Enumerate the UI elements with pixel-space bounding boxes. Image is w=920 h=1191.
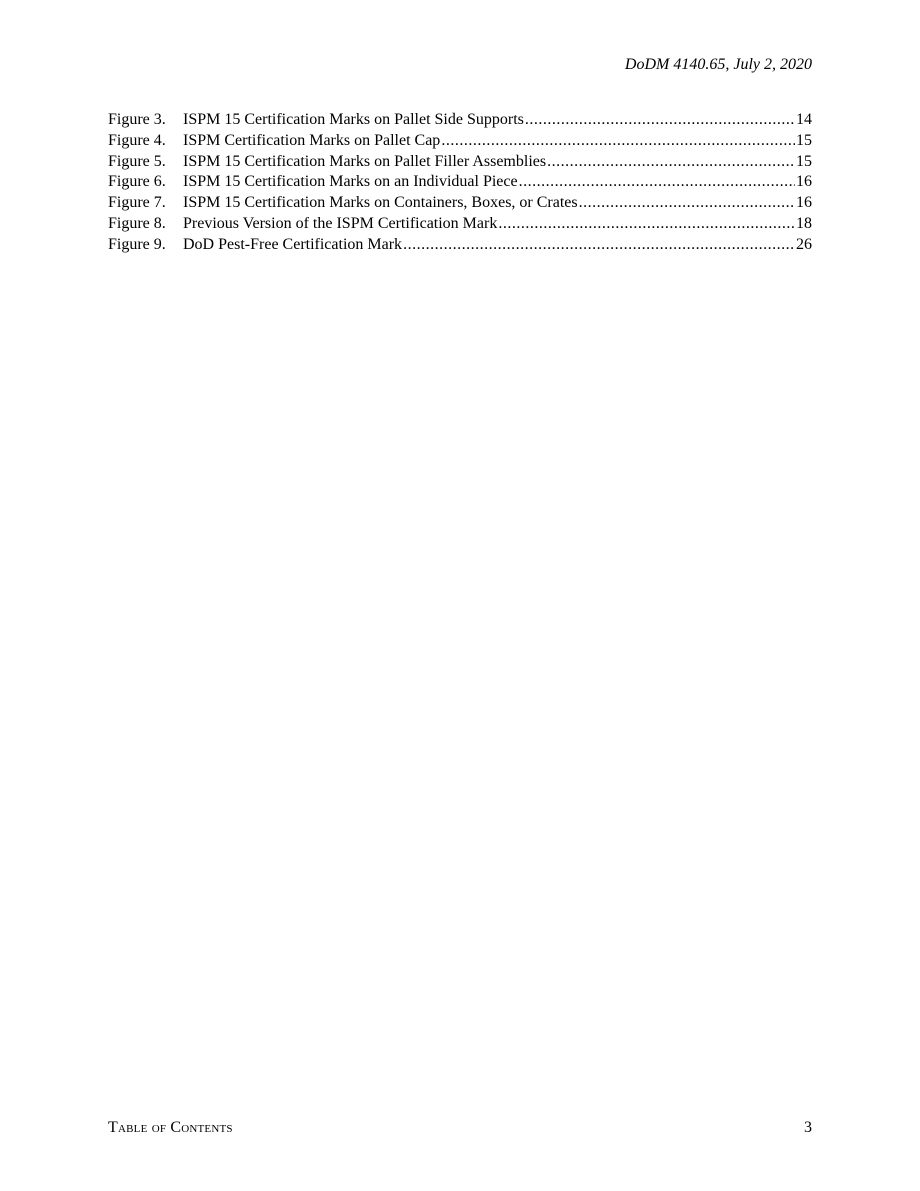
dot-leader bbox=[441, 131, 795, 152]
toc-entry[interactable] bbox=[108, 110, 812, 131]
toc-entry[interactable] bbox=[108, 235, 812, 256]
figure-title: ISPM 15 Certification Marks on Containers, Boxes, or Crates bbox=[183, 194, 578, 212]
page-reference: 16 bbox=[796, 194, 812, 212]
footer-page-number: 3 bbox=[804, 1119, 812, 1136]
figure-title: ISPM 15 Certification Marks on Pallet Side Supports bbox=[183, 111, 524, 128]
page-reference: 15 bbox=[796, 131, 812, 149]
figure-title: ISPM 15 Certification Marks on Pallet Filler Assemblies bbox=[183, 152, 547, 170]
dot-leader bbox=[519, 172, 795, 193]
figure-number: Figure 9. bbox=[108, 235, 166, 253]
figure-number: Figure 6. bbox=[108, 173, 166, 191]
dot-leader bbox=[498, 214, 795, 235]
dot-leader bbox=[525, 110, 795, 131]
document-footer bbox=[108, 1118, 812, 1138]
figure-number: Figure 7. bbox=[108, 194, 166, 212]
list-of-figures bbox=[108, 110, 812, 256]
figure-title: DoD Pest-Free Certification Mark bbox=[183, 235, 403, 253]
page-reference: 14 bbox=[796, 111, 812, 128]
toc-entry[interactable] bbox=[108, 172, 812, 193]
page-reference: 16 bbox=[796, 173, 812, 191]
figure-number: Figure 8. bbox=[108, 214, 166, 232]
figure-number: Figure 3. bbox=[108, 111, 166, 128]
dot-leader bbox=[547, 152, 795, 173]
toc-entry[interactable] bbox=[108, 214, 812, 235]
toc-entry[interactable] bbox=[108, 131, 812, 152]
page-reference: 15 bbox=[796, 152, 812, 170]
figure-number: Figure 4. bbox=[108, 131, 166, 149]
footer-section-title: Table of Contents bbox=[108, 1119, 233, 1136]
document-header bbox=[625, 55, 812, 75]
figure-title: ISPM Certification Marks on Pallet Cap bbox=[183, 131, 441, 149]
figure-title: Previous Version of the ISPM Certification Mark bbox=[183, 214, 498, 232]
document-id: DoDM 4140.65, July 2, 2020 bbox=[624, 56, 812, 73]
page-reference: 26 bbox=[796, 235, 812, 253]
toc-entry[interactable] bbox=[108, 152, 812, 173]
dot-leader bbox=[403, 235, 795, 256]
figure-title: ISPM 15 Certification Marks on an Individual Piece bbox=[183, 173, 518, 191]
toc-entry[interactable] bbox=[108, 193, 812, 214]
dot-leader bbox=[579, 193, 795, 214]
figure-number: Figure 5. bbox=[108, 152, 166, 170]
page-reference: 18 bbox=[796, 214, 812, 232]
